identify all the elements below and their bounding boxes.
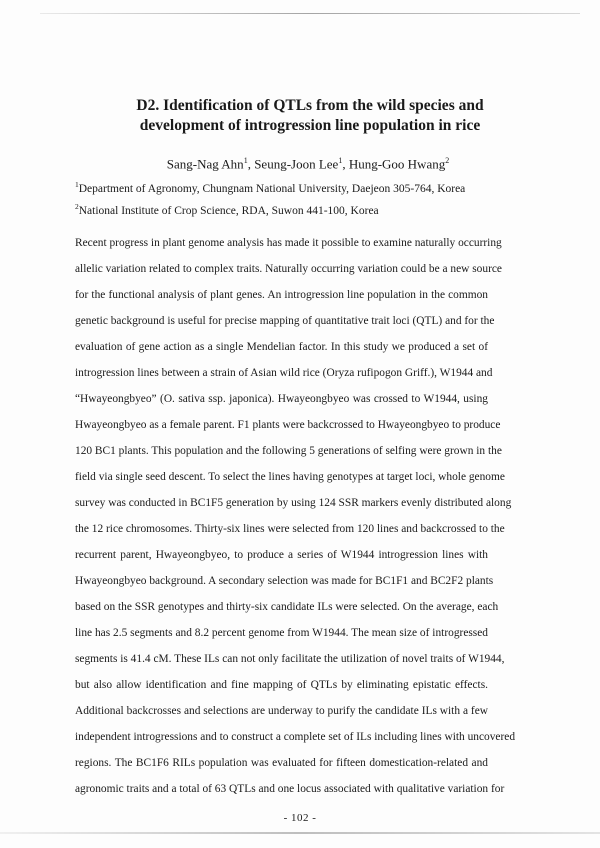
abstract-line: evaluation of gene action as a single Mendelian factor. In this study we produced a set of xyxy=(75,341,488,353)
author-affiliation-mark: 2 xyxy=(445,156,450,165)
affiliation-mark: 2 xyxy=(75,201,79,211)
abstract-line: but also allow identification and fine mapping of QTLs by eliminating epistatic effects. xyxy=(75,679,488,691)
title-line-1: D2. Identification of QTLs from the wild species and xyxy=(136,97,484,114)
abstract-line: 120 BC1 plants. This population and the following 5 generations of selfing were grown in the xyxy=(75,445,502,457)
abstract-line: “Hwayeongbyeo” (O. sativa ssp. japonica). Hwayeongbyeo was crossed to W1944, using xyxy=(75,393,488,405)
abstract-line: Recent progress in plant genome analysis has made it possible to examine naturally occurring xyxy=(75,237,502,249)
author-separator: , xyxy=(247,156,255,172)
abstract-line: the 12 rice chromosomes. Thirty-six lines were selected from 120 lines and backcrossed to the xyxy=(75,523,505,535)
abstract-line: agronomic traits and a total of 63 QTLs and one locus associated with qualitative variation for xyxy=(75,783,505,795)
title-line-2: development of introgression line population in rice xyxy=(139,117,481,134)
abstract-line: field via single seed descent. To select the lines having genotypes at target loci, whole genome xyxy=(75,471,505,483)
abstract-line: line has 2.5 segments and 8.2 percent genome from W1944. The mean size of introgressed xyxy=(75,627,488,639)
author-affiliation-mark: 1 xyxy=(338,156,343,165)
affiliation-list xyxy=(75,176,465,220)
affiliation-text: National Institute of Crop Science, RDA, Suwon 441-100, Korea xyxy=(78,204,379,217)
abstract-line: segments is 41.4 cM. These ILs can not only facilitate the utilization of novel traits of W1944, xyxy=(75,653,505,665)
abstract-line: survey was conducted in BC1F5 generation by using 124 SSR markers evenly distributed along xyxy=(75,497,512,509)
affiliation xyxy=(75,198,465,220)
author-separator: , xyxy=(342,156,349,172)
abstract-line: recurrent parent, Hwayeongbyeo, to produce a series of W1944 introgression lines with xyxy=(75,549,488,561)
abstract-line: independent introgressions and to construct a complete set of ILs including lines with uncovered xyxy=(75,731,516,743)
author-list xyxy=(0,156,600,172)
author-affiliation-mark: 1 xyxy=(243,156,248,165)
page-number: - 102 - xyxy=(283,812,317,824)
abstract-line: for the functional analysis of plant genes. An introgression line population in the common xyxy=(75,289,488,301)
author-name: Sang-Nag Ahn xyxy=(166,156,244,172)
abstract-line: Hwayeongbyeo background. A secondary selection was made for BC1F1 and BC2F2 plants xyxy=(75,575,494,587)
paper-title xyxy=(60,96,560,136)
affiliation-mark: 1 xyxy=(75,180,79,189)
scan-edge-bottom xyxy=(0,832,600,834)
author-name: Hung-Goo Hwang xyxy=(348,156,446,172)
abstract-line: genetic background is useful for precise mapping of quantitative trait loci (QTL) and for the xyxy=(75,315,495,327)
abstract-line: allelic variation related to complex traits. Naturally occurring variation could be a new source xyxy=(75,263,502,275)
scan-edge-top xyxy=(40,13,580,14)
abstract-body xyxy=(75,230,516,802)
author-name: Seung-Joon Lee xyxy=(254,156,339,172)
affiliation xyxy=(75,176,465,198)
abstract-line: based on the SSR genotypes and thirty-six candidate ILs were selected. On the average, each xyxy=(75,601,499,613)
abstract-line: regions. The BC1F6 RILs population was evaluated for fifteen domestication-related and xyxy=(75,757,488,769)
abstract-line: introgression lines between a strain of Asian wild rice (Oryza rufipogon Griff.), W1944 and xyxy=(75,367,493,379)
affiliation-text: Department of Agronomy, Chungnam National University, Daejeon 305-764, Korea xyxy=(78,182,466,195)
abstract-line: Hwayeongbyeo as a female parent. F1 plants were backcrossed to Hwayeongbyeo to produce xyxy=(75,419,501,431)
abstract-line: Additional backcrosses and selections are underway to purify the candidate ILs with a few xyxy=(75,705,488,717)
